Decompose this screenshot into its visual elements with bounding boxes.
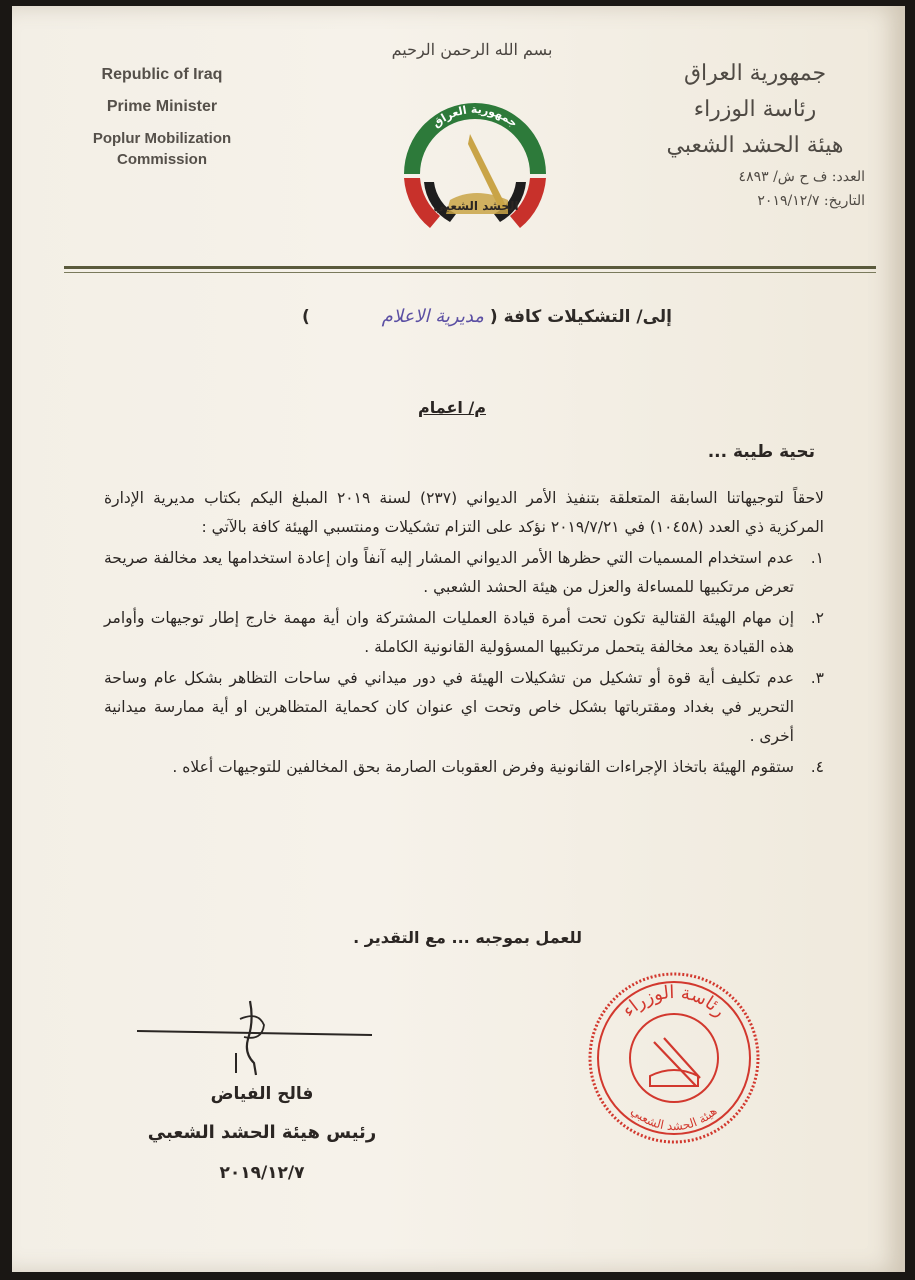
logo-ring-text: جمهورية العراق [429,102,521,131]
arabic-commission: هيئة الحشد الشعبي [666,133,844,158]
header-divider-thin [64,272,876,273]
addressee-prefix: إلى/ التشكيلات كافة ( [489,307,672,327]
letter-body [104,484,824,784]
reference-date: التاريخ: ٢٠١٩/١٢/٧ [757,193,865,209]
directive-text: ستقوم الهيئة باتخاذ الإجراءات القانونية وفرض العقوبات الصارمة بحق المخالفين للتوجيهات أعلاه . [172,758,794,776]
english-office: Prime Minister [106,98,218,115]
directive-text: عدم استخدام المسميات التي حظرها الأمر الديواني المشار إليه آنفاً وان إعادة استخدامها يعد مخالفة صريحة تعرض مرتكبيها للمساءلة والعزل من هيئة الحشد الشعبي . [104,549,794,596]
official-stamp [584,968,764,1148]
letter-subject: م/ اعمام [417,398,486,417]
stamp-top-text: رئاسة الوزراء [618,981,730,1022]
directive-item [104,544,824,602]
logo-center-text: الحشد الشعبي [433,199,519,213]
directive-number: ٣. [810,669,824,687]
signature-date: ٢٠١٩/١٢/٧ [219,1163,305,1183]
addressee-line [252,306,672,327]
directive-number: ٢. [810,609,824,627]
pmf-logo [390,82,560,232]
directive-item [104,753,824,782]
letter-page [12,6,905,1272]
letter-intro: لاحقاً لتوجيهاتنا السابقة المتعلقة بتنفيذ الأمر الديواني (٢٣٧) لسنة ٢٠١٩ المبلغ اليكم بكتاب مديرية الإدارة المركزية ذي العدد (١٠٤٥٨) في ٢٠١٩/٧/٢١ نؤكد على التزام تشكيلات ومنتسبي الهيئة كافة بالآتي : [104,489,824,536]
reference-number: العدد: ف ح ش/ ٤٨٩٣ [738,169,865,185]
english-commission-line2: Commission [116,151,207,168]
directive-text: عدم تكليف أية قوة أو تشكيل من تشكيلات الهيئة في دور ميداني في ساحات التظاهر بشكل عام وساحة التحرير في بغداد ومقترباتها بشكل خاص وتحت اي عنوان كان كحماية المتظاهرين او أية ممارسة ميدانية أخرى . [104,669,794,745]
directive-list [104,544,824,782]
arabic-country: جمهورية العراق [683,61,827,86]
addressee-handwritten: مديرية الاعلام [381,306,484,327]
english-commission-line1: Poplur Mobilization [92,130,232,147]
signatory-name: فالح الفياض [210,1084,314,1104]
directive-item [104,604,824,662]
letter-closing: للعمل بموجبه ... مع التقدير . [353,928,582,947]
english-letterhead [42,66,282,182]
directive-number: ١. [810,549,824,567]
basmala: بسم الله الرحمن الرحيم [391,40,553,59]
directive-item [104,664,824,751]
addressee-suffix: ) [302,307,310,327]
handwritten-signature [132,991,382,1081]
header-divider-thick [64,266,876,269]
directive-number: ٤. [810,758,824,776]
stamp-bottom-text: هيئة الحشد الشعبي [628,1103,720,1134]
signatory-title: رئيس هيئة الحشد الشعبي [147,1122,377,1143]
english-country: Republic of Iraq [101,66,223,83]
directive-text: إن مهام الهيئة القتالية تكون تحت أمرة قيادة العمليات المشتركة وان أية مهمة خارج إطار توجيهات وأوامر هذه القيادة يعد مخالفة يتحمل مرتكبيها المسؤولية القانونية الكاملة . [104,609,794,656]
letter-greeting: تحية طيبة ... [707,442,815,462]
signatory-block [122,1084,402,1183]
arabic-letterhead [645,56,865,212]
arabic-office: رئاسة الوزراء [693,97,817,122]
